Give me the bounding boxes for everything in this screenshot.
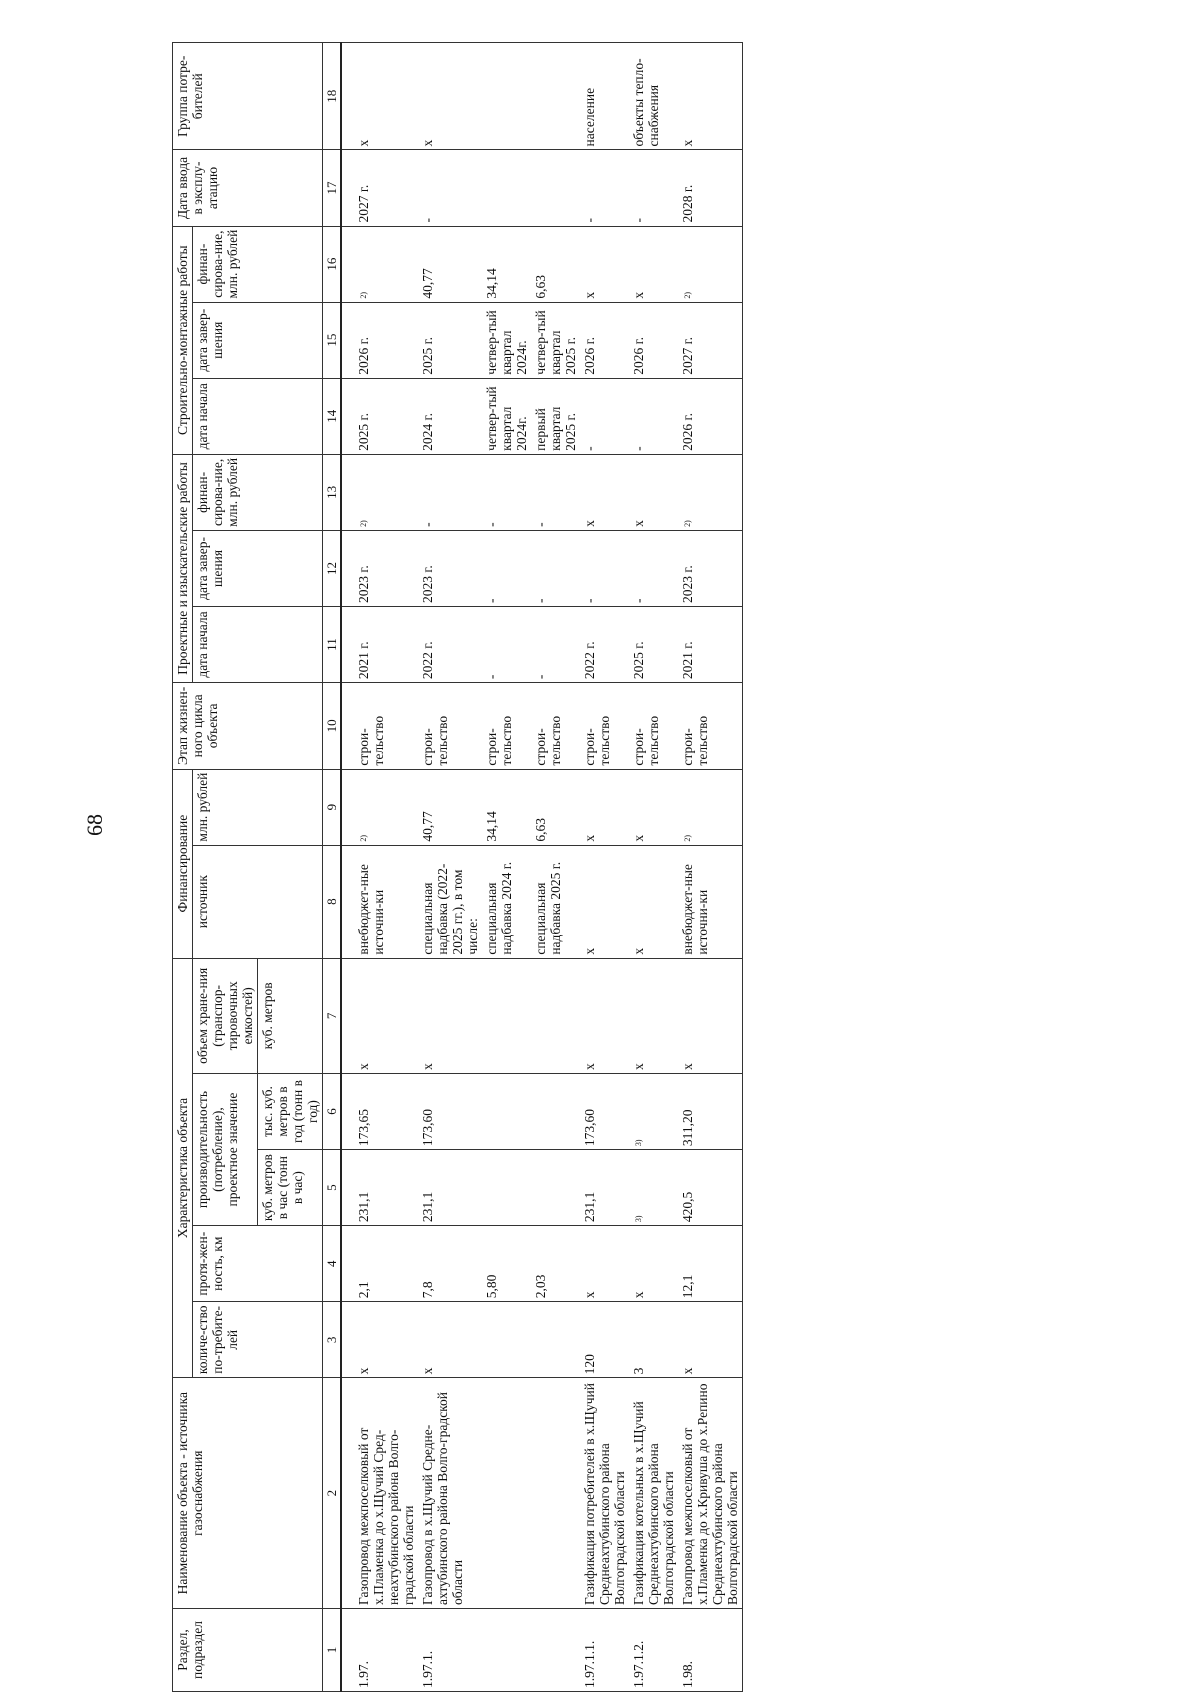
- table-cell: Газопровод в х.Щучий Средне-ахтубинского района Волго-градской области: [418, 1378, 482, 1609]
- header-length: протя-жен-ность, км: [193, 1226, 323, 1302]
- header-design-end: дата завер-шения: [193, 530, 323, 606]
- table-cell: х: [580, 1226, 629, 1302]
- table-row: [531, 43, 580, 1692]
- table-cell: 2): [341, 769, 418, 845]
- table-cell: 1.97.1.1.: [580, 1608, 629, 1691]
- table-cell: -: [418, 454, 482, 530]
- table-cell: х: [629, 226, 678, 302]
- table-cell: Газификация потребителей в х.Щучий Среднеахтубинского района Волгоградской области: [580, 1378, 629, 1609]
- column-number: 18: [323, 43, 342, 150]
- table-cell: специальная надбавка (2022-2025 гг.), в том числе:: [418, 845, 482, 958]
- column-number: 12: [323, 530, 342, 606]
- gas-supply-table: [172, 42, 743, 1692]
- table-cell: 2027 г.: [341, 150, 418, 226]
- table-cell: 3: [629, 1302, 678, 1378]
- table-row: [580, 43, 629, 1692]
- table-cell: [531, 43, 580, 150]
- table-cell: 7,8: [418, 1226, 482, 1302]
- header-construction-end: дата завер-шения: [193, 302, 323, 378]
- table-cell: -: [482, 454, 531, 530]
- table-cell: 311,20: [678, 1073, 743, 1149]
- table-row: [629, 43, 678, 1692]
- column-number: 2: [323, 1378, 342, 1609]
- table-cell: х: [418, 43, 482, 150]
- table-cell: 1.98.: [678, 1608, 743, 1691]
- table-cell: х: [341, 958, 418, 1073]
- header-commission: Дата ввода в эксплу-атацию: [173, 150, 323, 226]
- table-cell: [531, 150, 580, 226]
- table-cell: 2025 г.: [418, 302, 482, 378]
- header-financing: Финансирование: [173, 769, 193, 958]
- table-cell: -: [580, 378, 629, 454]
- table-cell: -: [629, 378, 678, 454]
- header-design: Проектные и изыскательские работы: [173, 454, 193, 682]
- table-cell: 3): [629, 1150, 678, 1226]
- table-cell: [531, 1150, 580, 1226]
- table-cell: внебюджет-ные источни-ки: [678, 845, 743, 958]
- header-cap-hour: куб. метров в час (тонн в час): [258, 1150, 323, 1226]
- header-consumers: количе-ство по-требите-лей: [193, 1302, 323, 1378]
- table-cell: строи-тельство: [678, 683, 743, 769]
- table-cell: х: [678, 43, 743, 150]
- table-cell: х: [629, 454, 678, 530]
- header-stage: Этап жизнен-ного цикла объекта: [173, 683, 323, 769]
- column-number: 15: [323, 302, 342, 378]
- table-cell: строи-тельство: [482, 683, 531, 769]
- table-cell: 2026 г.: [629, 302, 678, 378]
- table-cell: первый квартал 2025 г.: [531, 378, 580, 454]
- table-cell: -: [531, 530, 580, 606]
- table-cell: 40,77: [418, 226, 482, 302]
- column-number: 9: [323, 769, 342, 845]
- table-cell: 2021 г.: [678, 607, 743, 683]
- table-header: [173, 43, 342, 1692]
- table-cell: население: [580, 43, 629, 150]
- column-number: 5: [323, 1150, 342, 1226]
- table-cell: 2025 г.: [629, 607, 678, 683]
- table-cell: 2025 г.: [341, 378, 418, 454]
- table-row: [341, 43, 418, 1692]
- table-cell: 2026 г.: [678, 378, 743, 454]
- column-number: 1: [323, 1608, 342, 1691]
- table-cell: 2,03: [531, 1226, 580, 1302]
- table-cell: -: [629, 530, 678, 606]
- table-cell: [531, 1073, 580, 1149]
- table-cell: 2027 г.: [678, 302, 743, 378]
- table-row: [418, 43, 482, 1692]
- table-cell: х: [629, 1226, 678, 1302]
- column-number: 11: [323, 607, 342, 683]
- column-numbers-row: [323, 43, 342, 1692]
- table-cell: 2): [678, 454, 743, 530]
- header-section: Раздел, подраздел: [173, 1608, 323, 1691]
- table-cell: х: [580, 845, 629, 958]
- table-cell: х: [580, 958, 629, 1073]
- table-row: [678, 43, 743, 1692]
- table-cell: -: [482, 607, 531, 683]
- rotated-page: [172, 42, 1172, 1692]
- table-cell: четвер-тый квартал 2024г.: [482, 378, 531, 454]
- table-cell: -: [580, 150, 629, 226]
- table-cell: специальная надбавка 2025 г.: [531, 845, 580, 958]
- table-cell: -: [418, 150, 482, 226]
- column-number: 14: [323, 378, 342, 454]
- table-cell: х: [341, 43, 418, 150]
- header-group: Группа потре-бителей: [173, 43, 323, 150]
- table-cell: х: [418, 958, 482, 1073]
- table-cell: [482, 1302, 531, 1378]
- table-cell: 2023 г.: [678, 530, 743, 606]
- table-cell: 40,77: [418, 769, 482, 845]
- table-cell: Газопровод межпоселковый от х.Пламенка до х.Кривуша до х.Репино Среднеахтубинского района Волгоградской области: [678, 1378, 743, 1609]
- table-cell: 2023 г.: [418, 530, 482, 606]
- table-cell: 1.97.1.2.: [629, 1608, 678, 1691]
- table-cell: 2026 г.: [341, 302, 418, 378]
- table-cell: 5,80: [482, 1226, 531, 1302]
- table-row: [482, 43, 531, 1692]
- column-number: 16: [323, 226, 342, 302]
- table-cell: х: [580, 454, 629, 530]
- table-cell: х: [678, 1302, 743, 1378]
- table-cell: строи-тельство: [580, 683, 629, 769]
- table-cell: -: [580, 530, 629, 606]
- table-cell: 173,60: [580, 1073, 629, 1149]
- header-construction-fin: финан-сирова-ние, млн. рублей: [193, 226, 323, 302]
- table-cell: 231,1: [418, 1150, 482, 1226]
- table-cell: 12,1: [678, 1226, 743, 1302]
- column-number: 10: [323, 683, 342, 769]
- table-cell: объекты тепло-снабжения: [629, 43, 678, 150]
- table-cell: -: [629, 150, 678, 226]
- header-fin-amount: млн. рублей: [193, 769, 323, 845]
- table-cell: [531, 1302, 580, 1378]
- table-cell: строи-тельство: [341, 683, 418, 769]
- table-cell: 2): [341, 454, 418, 530]
- table-cell: 1.97.: [341, 1608, 418, 1691]
- table-cell: 6,63: [531, 769, 580, 845]
- header-design-fin: финан-сирова-ние, млн. рублей: [193, 454, 323, 530]
- table-cell: 2): [678, 226, 743, 302]
- table-cell: [531, 1608, 580, 1691]
- table-cell: 2028 г.: [678, 150, 743, 226]
- table-cell: 2023 г.: [341, 530, 418, 606]
- table-body: [341, 43, 743, 1692]
- table-cell: 420,5: [678, 1150, 743, 1226]
- table-cell: 34,14: [482, 769, 531, 845]
- table-cell: [482, 1073, 531, 1149]
- header-storage: объем хране-ния (транспор-тировочных емкостей): [193, 958, 258, 1073]
- table-cell: 120: [580, 1302, 629, 1378]
- table-cell: Газификация котельных в х.Щучий Среднеахтубинского района Волгоградской области: [629, 1378, 678, 1609]
- column-number: 4: [323, 1226, 342, 1302]
- table-cell: -: [482, 530, 531, 606]
- table-cell: 2021 г.: [341, 607, 418, 683]
- table-cell: четвер-тый квартал 2025 г.: [531, 302, 580, 378]
- table-cell: х: [629, 769, 678, 845]
- table-cell: [482, 150, 531, 226]
- column-number: 3: [323, 1302, 342, 1378]
- table-cell: 173,65: [341, 1073, 418, 1149]
- table-cell: специальная надбавка 2024 г.: [482, 845, 531, 958]
- header-design-start: дата начала: [193, 607, 323, 683]
- column-number: 7: [323, 958, 342, 1073]
- table-cell: 173,60: [418, 1073, 482, 1149]
- table-cell: х: [580, 769, 629, 845]
- table-cell: 3): [629, 1073, 678, 1149]
- table-cell: х: [629, 958, 678, 1073]
- column-number: 6: [323, 1073, 342, 1149]
- table-cell: строи-тельство: [531, 683, 580, 769]
- table-cell: строи-тельство: [629, 683, 678, 769]
- table-cell: 1.97.1.: [418, 1608, 482, 1691]
- table-cell: [482, 1150, 531, 1226]
- table-cell: строи-тельство: [418, 683, 482, 769]
- table-cell: [482, 1608, 531, 1691]
- header-capacity: производительность (потребление), проектное значение: [193, 1073, 258, 1225]
- column-number: 17: [323, 150, 342, 226]
- header-construction-start: дата начала: [193, 378, 323, 454]
- table-cell: 6,63: [531, 226, 580, 302]
- column-number: 8: [323, 845, 342, 958]
- table-cell: 2,1: [341, 1226, 418, 1302]
- table-cell: 2): [678, 769, 743, 845]
- table-cell: [482, 43, 531, 150]
- table-cell: -: [531, 454, 580, 530]
- column-number: 13: [323, 454, 342, 530]
- table-cell: х: [629, 845, 678, 958]
- table-cell: 231,1: [580, 1150, 629, 1226]
- table-cell: 34,14: [482, 226, 531, 302]
- table-cell: 2022 г.: [580, 607, 629, 683]
- table-cell: [482, 958, 531, 1073]
- table-cell: х: [580, 226, 629, 302]
- header-storage-unit: куб. метров: [258, 958, 323, 1073]
- table-cell: четвер-тый квартал 2024г.: [482, 302, 531, 378]
- table-cell: х: [678, 958, 743, 1073]
- table-cell: [531, 958, 580, 1073]
- table-cell: х: [341, 1302, 418, 1378]
- table-cell: 2026 г.: [580, 302, 629, 378]
- header-fin-source: источник: [193, 845, 323, 958]
- header-cap-year: тыс. куб. метров в год (тонн в год): [258, 1073, 323, 1149]
- header-name: Наименование объекта - источника газоснабжения: [173, 1378, 323, 1609]
- header-characteristics: Характеристика объекта: [173, 958, 193, 1378]
- table-cell: 2022 г.: [418, 607, 482, 683]
- table-cell: 231,1: [341, 1150, 418, 1226]
- table-cell: 2): [341, 226, 418, 302]
- table-cell: -: [531, 607, 580, 683]
- table-cell: [482, 1378, 531, 1609]
- table-cell: Газопровод межпоселковый от х.Пламенка до х.Щучий Сред-неахтубинского района Волго-градской области: [341, 1378, 418, 1609]
- header-construction: Строительно-монтажные работы: [173, 226, 193, 454]
- table-cell: 2024 г.: [418, 378, 482, 454]
- table-cell: внебюджет-ные источни-ки: [341, 845, 418, 958]
- table-cell: [531, 1378, 580, 1609]
- table-cell: х: [418, 1302, 482, 1378]
- page-number: 68: [82, 814, 107, 836]
